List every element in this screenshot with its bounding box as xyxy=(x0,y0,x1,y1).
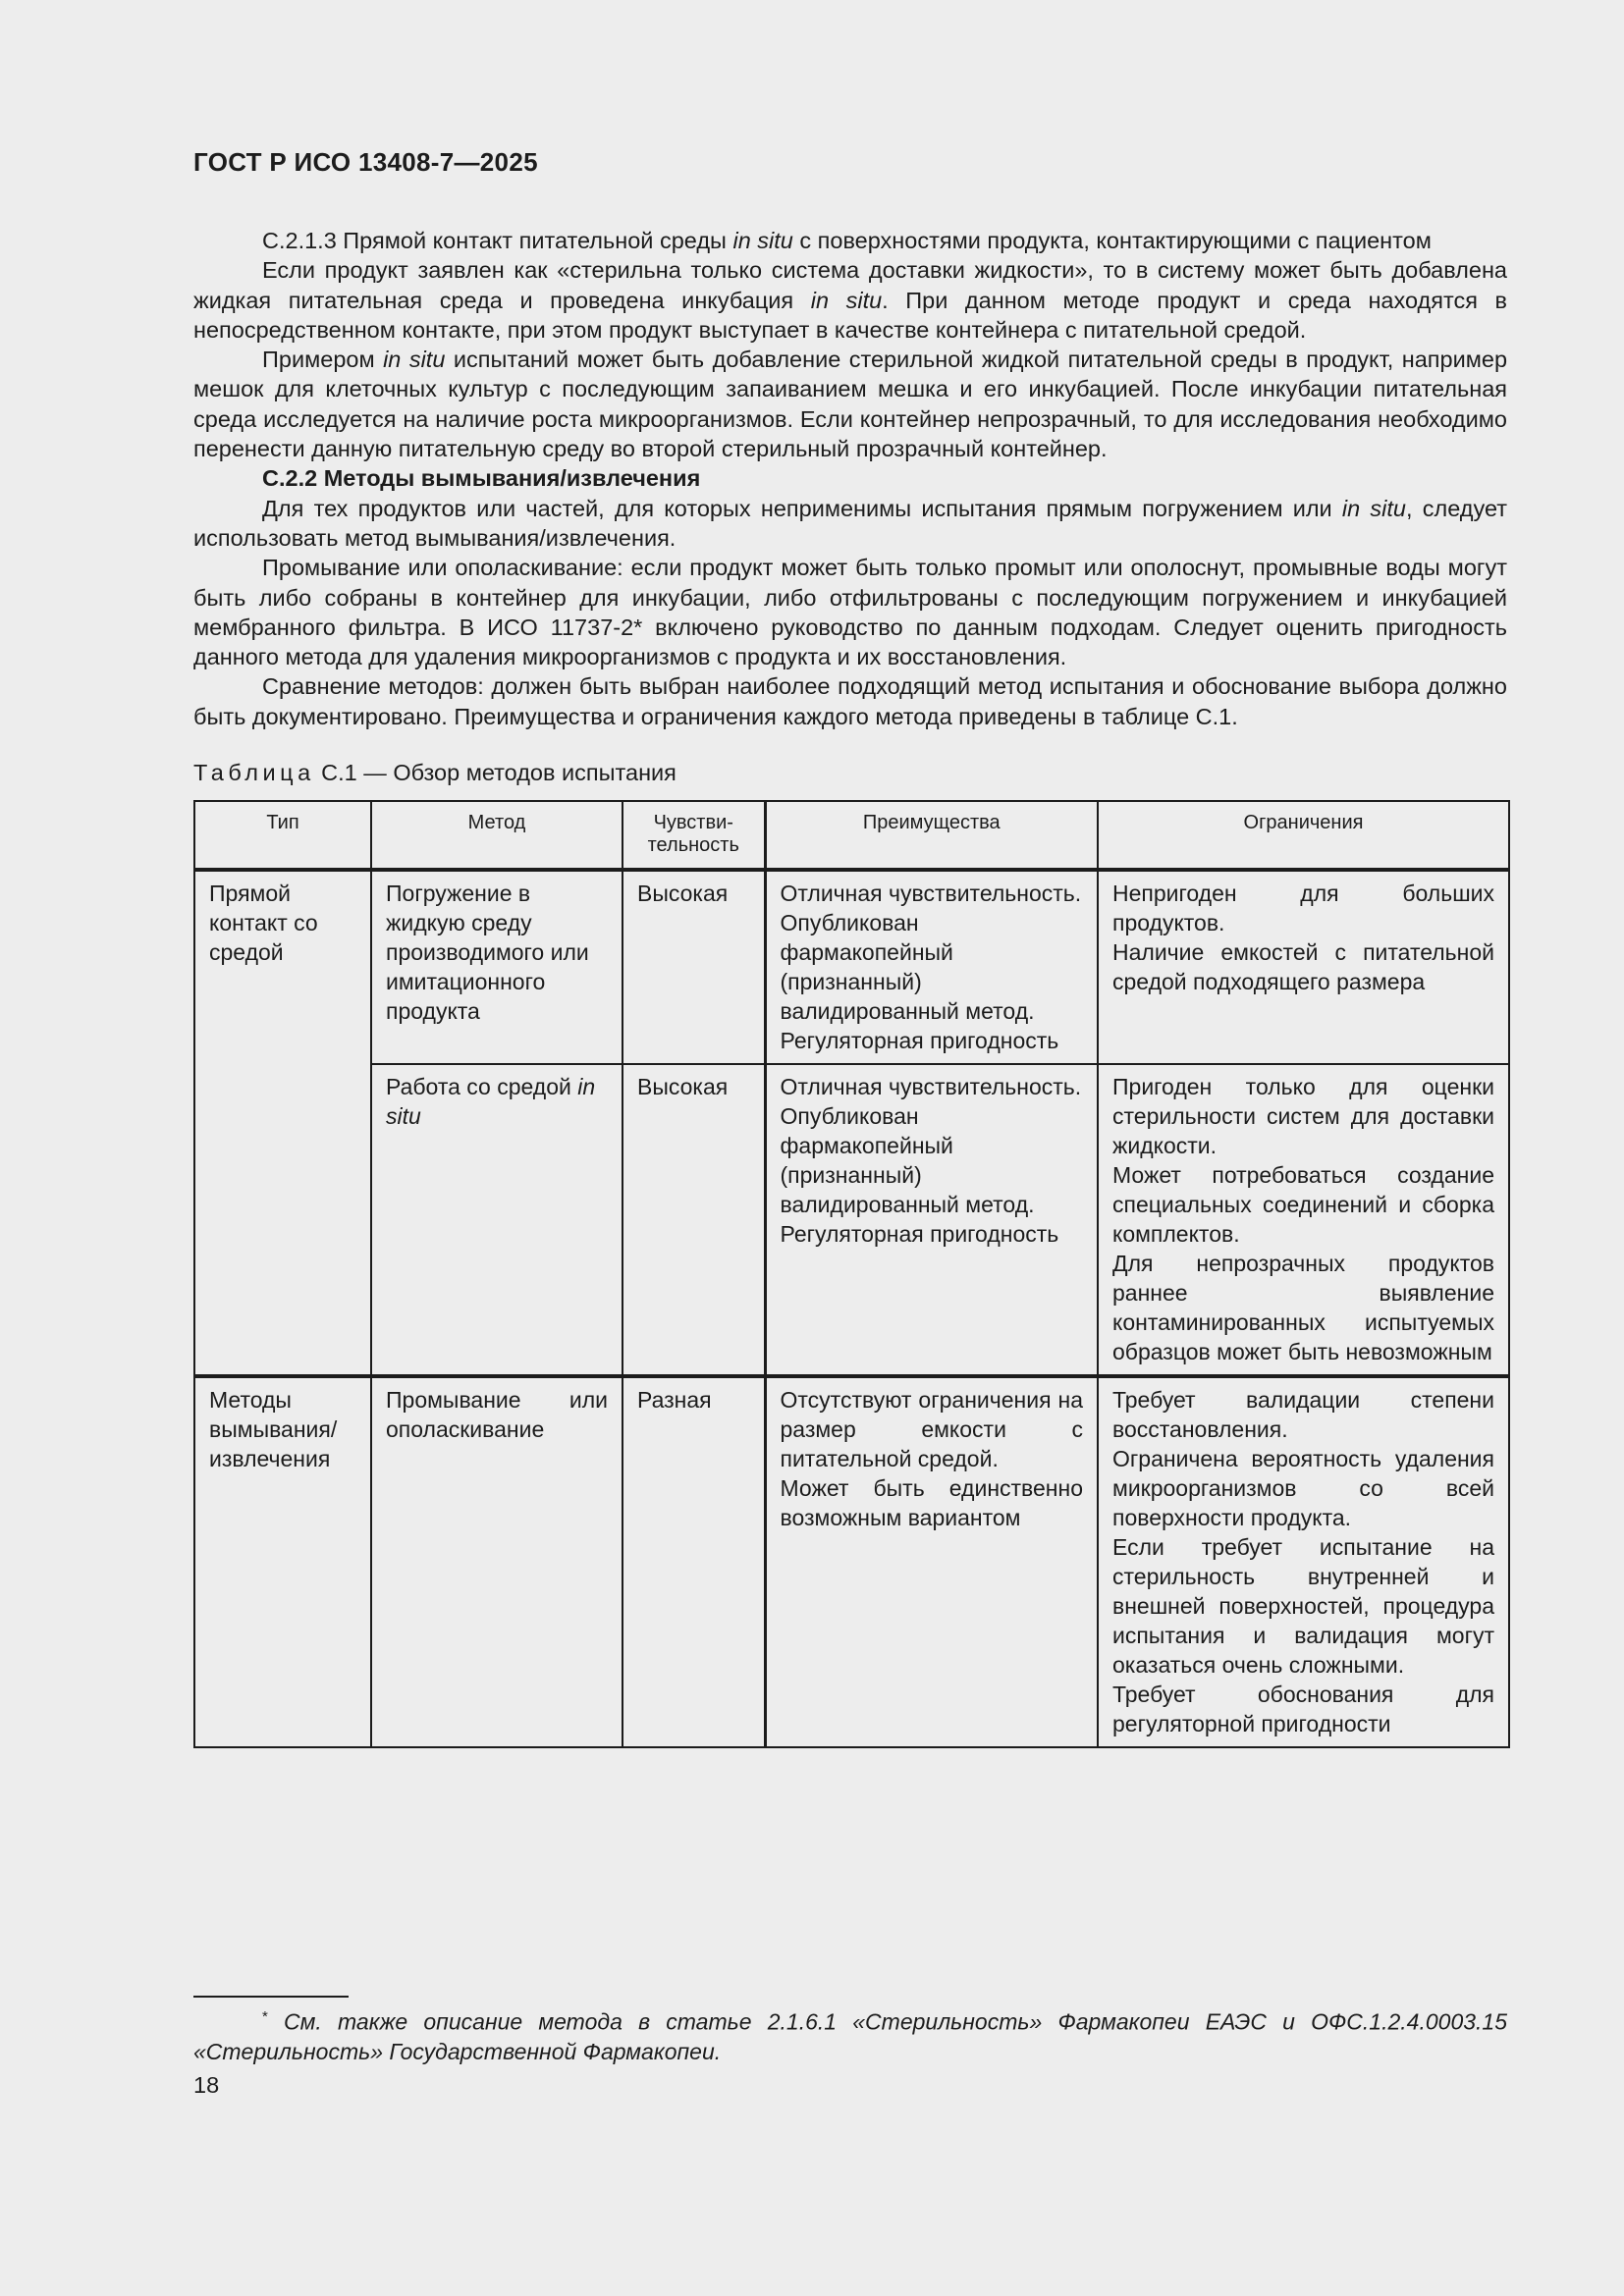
table-row xyxy=(194,1376,1509,1747)
method-cell: Промывание или ополаскивание xyxy=(371,1376,623,1747)
table-row xyxy=(194,870,1509,1064)
footnote: * См. также описание метода в статье 2.1.6.1 «Стерильность» Фармакопеи ЕАЭС и ОФС.1.2.4.0003.15 «Стерильность» Государственной Фармакопеи. xyxy=(193,2008,1507,2064)
header-sensitivity: Чувстви-тельность xyxy=(623,801,765,870)
limitations-cell xyxy=(1098,870,1509,1064)
footnote-divider xyxy=(193,1996,349,1998)
header-limitations: Ограничения xyxy=(1098,801,1509,870)
paragraph-c2-1-3: С.2.1.3 Прямой контакт питательной среды in situ с поверхностями продукта, контактирующими с пациентом xyxy=(262,228,1432,253)
limitations-cell xyxy=(1098,1376,1509,1747)
limitations-cell xyxy=(1098,1064,1509,1376)
header-method: Метод xyxy=(371,801,623,870)
sensitivity-cell: Разная xyxy=(623,1376,765,1747)
limitation-item: Может потребоваться создание специальных соединений и сборка комплектов. xyxy=(1112,1162,1494,1247)
section-heading-c2-2: С.2.2 Методы вымывания/извлечения xyxy=(262,465,701,492)
header-type: Тип xyxy=(194,801,371,870)
limitation-item: Ограничена вероятность удаления микроорганизмов со всей поверхности продукта. xyxy=(1112,1446,1494,1530)
limitation-item: Требует обоснования для регуляторной пригодности xyxy=(1112,1682,1494,1736)
body-text xyxy=(193,226,1507,731)
type-cell: Методы вымывания/извлечения xyxy=(194,1376,371,1747)
methods-table xyxy=(193,800,1510,1748)
advantages-cell xyxy=(765,870,1098,1064)
advantage-item: Может быть единственно возможным вариантом xyxy=(780,1475,1083,1530)
advantage-item: Опубликован фармакопейный (признанный) валидированный метод. xyxy=(780,1103,1035,1217)
sensitivity-cell: Высокая xyxy=(623,870,765,1064)
paragraph-5: Промывание или ополаскивание: если продукт может быть только промыт или ополоснут, промывные воды могут быть либо собраны в контейнер для инкубации, либо отфильтрованы с последующим погружением и инкубацией мембранного фильтра. В ИСО 11737-2* включено руководство по данным подходам. Следует оценить пригодность данного метода для удаления микроорганизмов с продукта и их восстановления. xyxy=(193,555,1507,670)
paragraph-3: Примером in situ испытаний может быть добавление стерильной жидкой питательной среды в продукт, например мешок для клеточных культур с последующим запаиванием мешка и его инкубацией. После инкубации питательная среда исследуется на наличие роста микроорганизмов. Если контейнер непрозрачный, то для исследования необходимо перенести данную питательную среду во второй стерильный прозрачный контейнер. xyxy=(193,347,1508,462)
page-number: 18 xyxy=(193,2072,220,2098)
table-caption: Таблица С.1 — Обзор методов испытания xyxy=(193,760,677,785)
method-cell: Работа со средой in situ xyxy=(371,1064,623,1376)
limitation-item: Если требует испытание на стерильность внутренней и внешней поверхностей, процедура испытания и валидация могут оказаться очень сложными. xyxy=(1112,1534,1494,1678)
limitation-item: Непригоден для больших продуктов. xyxy=(1112,881,1494,935)
paragraph-2: Если продукт заявлен как «стерильна только система доставки жидкости», то в систему может быть добавлена жидкая питательная среда и проведена инкубация in situ. При данном методе продукт и среда находятся в непосредственном контакте, при этом продукт выступает в качестве контейнера с питательной средой. xyxy=(193,257,1507,343)
type-cell: Прямой контакт со средой xyxy=(194,870,371,1376)
table-header-row xyxy=(194,801,1509,870)
paragraph-6: Сравнение методов: должен быть выбран наиболее подходящий метод испытания и обоснование выбора должно быть документировано. Преимущества и ограничения каждого метода приведены в таблице С.1. xyxy=(193,673,1507,729)
advantages-cell xyxy=(765,1064,1098,1376)
sensitivity-cell: Высокая xyxy=(623,1064,765,1376)
limitation-item: Наличие емкостей с питательной средой подходящего размера xyxy=(1112,939,1494,994)
advantage-item: Отличная чувствительность. xyxy=(780,1074,1082,1099)
limitation-item: Пригоден только для оценки стерильности систем для доставки жидкости. xyxy=(1112,1074,1494,1158)
limitation-item: Для непрозрачных продуктов раннее выявление контаминированных испытуемых образцов может быть невозможным xyxy=(1112,1251,1494,1364)
advantage-item: Отсутствуют ограничения на размер емкости с питательной средой. xyxy=(780,1387,1083,1471)
document-header: ГОСТ Р ИСО 13408-7—2025 xyxy=(193,147,538,177)
paragraph-4: Для тех продуктов или частей, для которых неприменимы испытания прямым погружением или in situ, следует использовать метод вымывания/извлечения. xyxy=(193,495,1507,551)
advantage-item: Регуляторная пригодность xyxy=(780,1028,1059,1053)
advantage-item: Регуляторная пригодность xyxy=(780,1221,1059,1247)
advantage-item: Отличная чувствительность. xyxy=(780,881,1082,906)
method-cell: Погружение в жидкую среду производимого или имитационного продукта xyxy=(371,870,623,1064)
advantage-item: Опубликован фармакопейный (признанный) валидированный метод. xyxy=(780,910,1035,1024)
header-advantages: Преимущества xyxy=(765,801,1098,870)
limitation-item: Требует валидации степени восстановления. xyxy=(1112,1387,1494,1442)
advantages-cell xyxy=(765,1376,1098,1747)
table-row xyxy=(194,1064,1509,1376)
